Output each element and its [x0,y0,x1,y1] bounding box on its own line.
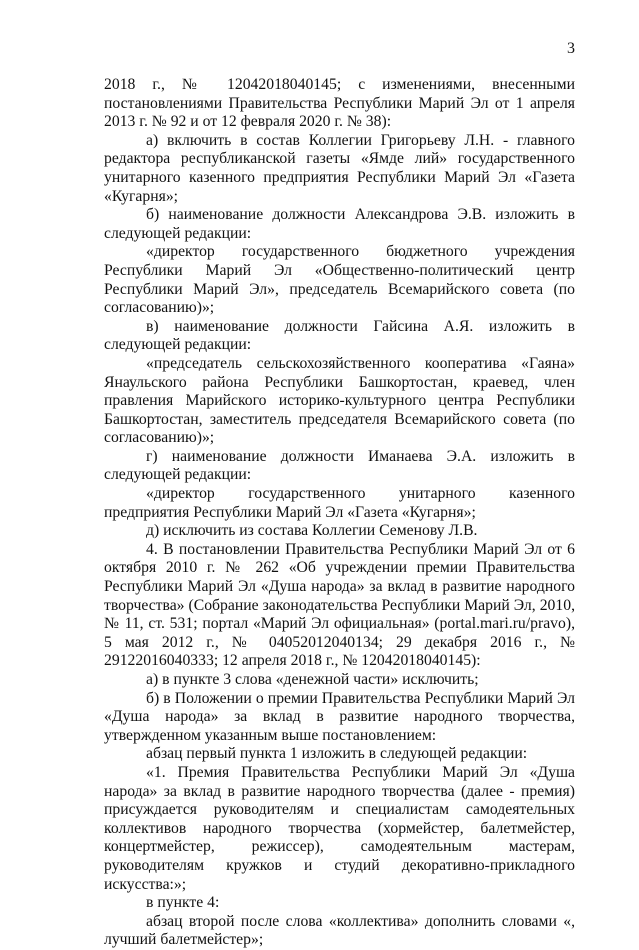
document-paragraph: «председатель сельскохозяйственного кооператива «Гаяна» Янаульского района Республики Башкортостан, краевед, член правления Марийского историко-культурного центра Республики Башкортостан, заместитель председателя Всемарийского совета (по согласованию)»; [104,354,575,447]
page-number: 3 [567,40,575,57]
document-paragraph: 4. В постановлении Правительства Республики Марий Эл от 6 октября 2010 г. № 262 «Об учреждении премии Правительства Республики Марий Эл «Душа народа» за вклад в развитие народного творчества» (Собрание законодательства Республики Марий Эл, 2010, № 11, ст. 531; портал «Марий Эл официальная» (portal.mari.ru/pravo), 5 мая 2012 г., № 04052012040134; 29 декабря 2016 г., № 29122016040333; 12 апреля 2018 г., № 12042018040145): [104,540,575,670]
document-paragraph: б) в Положении о премии Правительства Республики Марий Эл «Душа народа» за вклад в развитие народного творчества, утвержденном указанным выше постановлением: [104,689,575,744]
document-paragraph: д) исключить из состава Коллегии Семенову Л.В. [146,522,478,540]
document-paragraph: а) включить в состав Коллегии Григорьеву Л.Н. - главного редактора республиканской газеты «Ямде лий» государственного унитарного казенного предприятия Республики Марий Эл «Газета «Кугарня»; [104,131,575,205]
document-paragraph: абзац второй после слова «коллектива» дополнить словами «, лучший балетмейстер»; [104,912,575,949]
document-paragraph: «директор государственного унитарного казенного предприятия Республики Марий Эл «Газета «Кугарня»; [104,485,575,521]
document-paragraph: а) в пункте 3 слова «денежной части» исключить; [146,671,479,688]
document-paragraph: в пункте 4: [146,894,220,912]
document-body [104,76,575,950]
document-paragraph: абзац первый пункта 1 изложить в следующей редакции: [146,745,528,763]
document-paragraph: «1. Премия Правительства Республики Марий Эл «Душа народа» за вклад в развитие народного творчества (далее - премия) присуждается руководителям и специалистам самодеятельных коллективов народного творчества (хормейстер, балетмейстер, концертмейстер, режиссер), самодеятельным мастерам, руководителям кружков и студий декоративно-прикладного искусства:»; [104,763,575,893]
document-paragraph: г) наименование должности Иманаева Э.А. изложить в следующей редакции: [104,447,575,484]
document-paragraph: б) наименование должности Александрова Э.В. изложить в следующей редакции: [104,206,575,242]
document-paragraph: 2018 г., № 12042018040145; с изменениями, внесенными постановлениями Правительства Республики Марий Эл от 1 апреля 2013 г. № 92 и от 12 февраля 2020 г. № 38): [104,76,575,131]
document-paragraph: «директор государственного бюджетного учреждения Республики Марий Эл «Общественно-политический центр Республики Марий Эл», председатель Всемарийского совета (по согласованию)»; [104,243,575,317]
document-paragraph: в) наименование должности Гайсина А.Я. изложить в следующей редакции: [104,317,575,354]
